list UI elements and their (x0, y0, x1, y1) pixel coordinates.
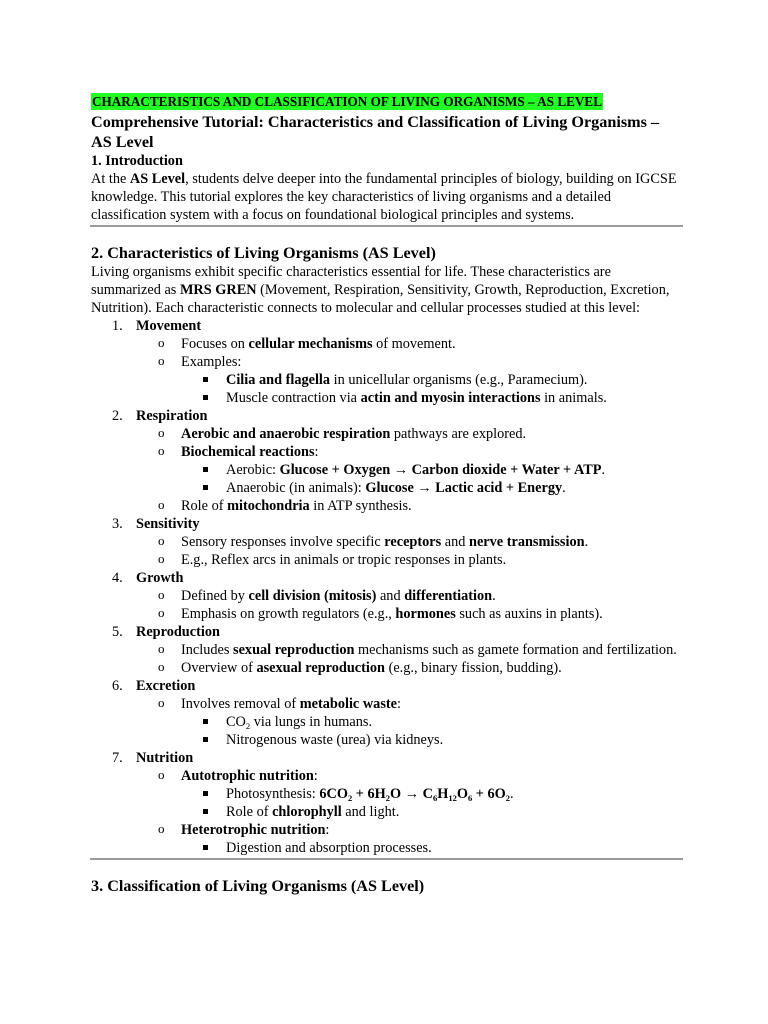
list-item-excretion: 6. Excretion (112, 678, 196, 694)
sub-item: o Sensory responses involve specific receptors and nerve transmission. (158, 533, 589, 550)
characteristics-list (91, 317, 681, 857)
sub-sub-item: Cilia and flagella in unicellular organisms (e.g., Paramecium). (91, 371, 681, 389)
sub-sub-item: Aerobic: Glucose + Oxygen → Carbon dioxide + Water + ATP. (91, 461, 681, 479)
sub-item: o Examples: (158, 353, 242, 370)
list-item-nutrition: 7. Nutrition (112, 750, 194, 766)
highlighted-banner-title: CHARACTERISTICS AND CLASSIFICATION OF LIVING ORGANISMS – AS LEVEL (92, 94, 603, 109)
sub-item: o Heterotrophic nutrition: (158, 821, 330, 838)
sub-item: o Defined by cell division (mitosis) and differentiation. (158, 587, 496, 604)
sub-item: o Overview of asexual reproduction (e.g., binary fission, budding). (158, 659, 562, 676)
classification-heading: 3. Classification of Living Organisms (AS Level) (91, 877, 425, 895)
list-item-reproduction: 5. Reproduction (112, 624, 220, 640)
list-item-respiration: 2. Respiration (112, 408, 208, 424)
sub-item: o Biochemical reactions: (158, 443, 319, 460)
list-item-sensitivity: 3. Sensitivity (112, 516, 200, 532)
sub-sub-item: Nitrogenous waste (urea) via kidneys. (91, 731, 681, 749)
sub-sub-item: Muscle contraction via actin and myosin interactions in animals. (91, 389, 681, 407)
sub-sub-item: Digestion and absorption processes. (91, 839, 681, 857)
sub-sub-item: Anaerobic (in animals): Glucose → Lactic acid + Energy. (91, 479, 681, 497)
sub-item: o E.g., Reflex arcs in animals or tropic responses in plants. (158, 551, 507, 568)
list-item-movement: 1. Movement (112, 318, 202, 334)
sub-sub-item: $CO_2$ via lungs in humans. (91, 713, 681, 731)
document-title: Comprehensive Tutorial: Characteristics and Classification of Living Organisms – AS Level (91, 113, 660, 151)
sub-item: o Emphasis on growth regulators (e.g., hormones such as auxins in plants). (158, 605, 603, 622)
intro-paragraph: At the AS Level, students delve deeper into the fundamental principles of biology, building on IGCSE knowledge. This tutorial explores the key characteristics of living organisms and a detailed classification system with a focus on foundational biological principles and systems. (91, 171, 677, 223)
sub-sub-item-photosynthesis: Photosynthesis: $6CO_2 + 6H_2O \to C_6H_{12}O_6 + 6O_2$. (91, 785, 681, 803)
sub-item: o Involves removal of metabolic waste: (158, 695, 401, 712)
characteristics-intro-paragraph: Living organisms exhibit specific characteristics essential for life. These characteristics are summarized as MRS GREN (Movement, Respiration, Sensitivity, Growth, Reproduction, Excretion, Nutrition). Each characteristic connects to molecular and cellular processes studied at this level: (91, 264, 670, 316)
list-item-growth: 4. Growth (112, 570, 184, 586)
sub-item: o Aerobic and anaerobic respiration pathways are explored. (158, 425, 527, 442)
sub-item: o Focuses on cellular mechanisms of movement. (158, 335, 456, 352)
sub-item: o Role of mitochondria in ATP synthesis. (158, 497, 412, 514)
document-page (91, 93, 681, 896)
sub-item: o Includes sexual reproduction mechanisms such as gamete formation and fertilization. (158, 641, 677, 658)
intro-heading: 1. Introduction (91, 153, 183, 169)
sub-item: o Autotrophic nutrition: (158, 767, 318, 784)
sub-sub-item: Role of chlorophyll and light. (91, 803, 681, 821)
characteristics-heading: 2. Characteristics of Living Organisms (AS Level) (91, 244, 436, 262)
